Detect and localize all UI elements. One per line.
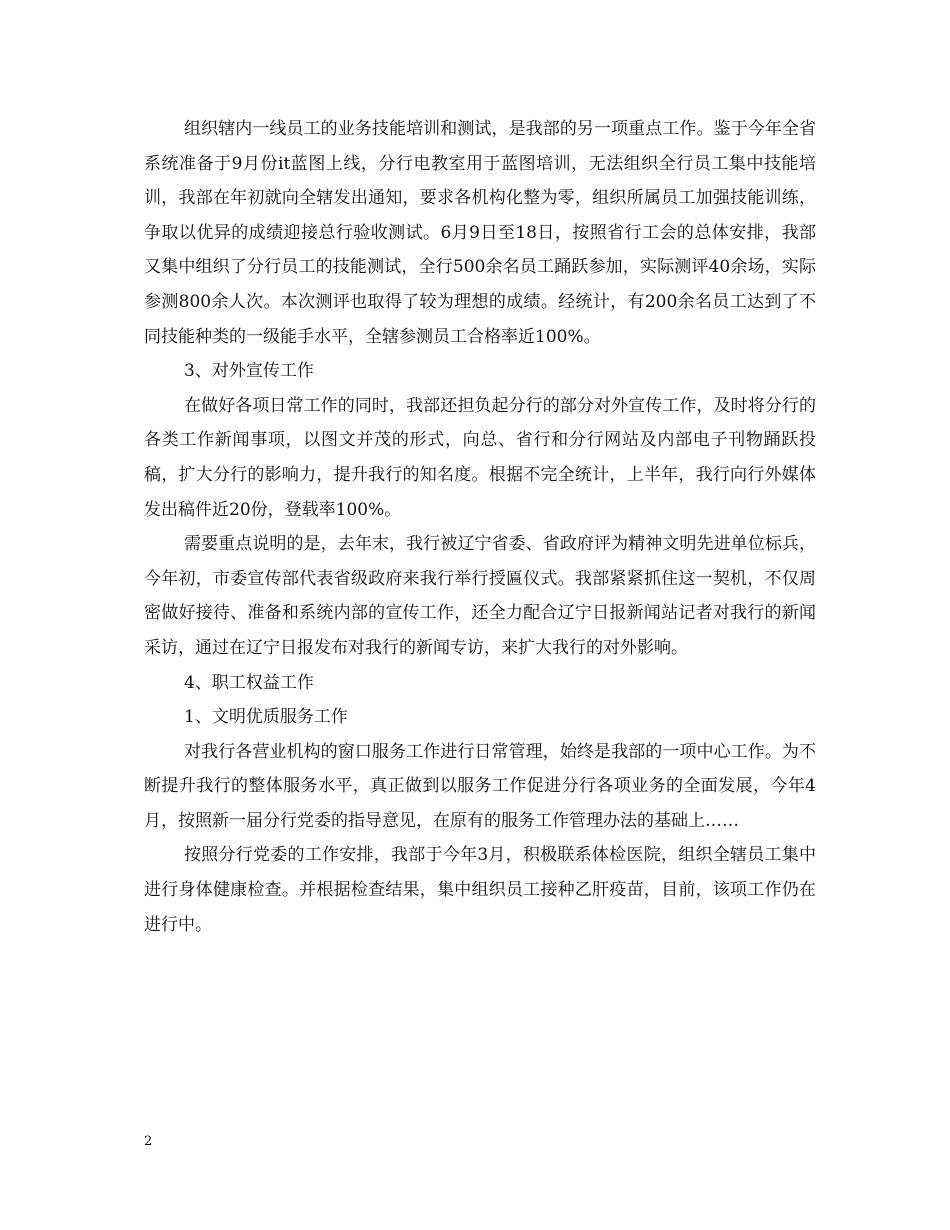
paragraph-health-check: 按照分行党委的工作安排，我部于今年3月，积极联系体检医院，组织全辖员工集中进行身体健康检查。并根据检查结果，集中组织员工接种乙肝疫苗，目前，该项工作仍在进行中。 [144, 845, 816, 935]
document-body [144, 112, 816, 942]
heading-quality-service: 1、文明优质服务工作 [184, 707, 348, 728]
heading-employee-rights: 4、职工权益工作 [184, 672, 314, 693]
paragraph-window-service: 对我行各营业机构的窗口服务工作进行日常管理，始终是我部的一项中心工作。为不断提升我行的整体服务水平，真正做到以服务工作促进分行各项业务的全面发展，今年4月，按照新一届分行党委的指导意见，在原有的服务工作管理办法的基础上…… [144, 741, 816, 831]
heading-external-publicity: 3、对外宣传工作 [184, 361, 314, 382]
paragraph-key-note: 需要重点说明的是，去年末，我行被辽宁省委、省政府评为精神文明先进单位标兵，今年初，市委宣传部代表省级政府来我行举行授匾仪式。我部紧紧抓住这一契机，不仅周密做好接待、准备和系统内部的宣传工作，还全力配合辽宁日报新闻站记者对我行的新闻采访，通过在辽宁日报发布对我行的新闻专访，来扩大我行的对外影响。 [144, 534, 816, 658]
paragraph-skills-training: 组织辖内一线员工的业务技能培训和测试，是我部的另一项重点工作。鉴于今年全省系统准备于9月份it蓝图上线，分行电教室用于蓝图培训，无法组织全行员工集中技能培训，我部在年初就向全辖发出通知，要求各机构化整为零，组织所属员工加强技能训练，争取以优异的成绩迎接总行验收测试。6月9日至18日，按照省行工会的总体安排，我部又集中组织了分行员工的技能测试，全行500余名员工踊跃参加，实际测评40余场，实际参测800余人次。本次测评也取得了较为理想的成绩。经统计，有200余名员工达到了不同技能种类的一级能手水平，全辖参测员工合格率近100%。 [144, 119, 816, 347]
page-number: 2 [144, 1134, 153, 1149]
paragraph-publicity-work: 在做好各项日常工作的同时，我部还担负起分行的部分对外宣传工作，及时将分行的各类工作新闻事项，以图文并茂的形式，向总、省行和分行网站及内部电子刊物踊跃投稿，扩大分行的影响力，提升我行的知名度。根据不完全统计，上半年，我行向行外媒体发出稿件近20份，登载率100%。 [144, 395, 816, 520]
